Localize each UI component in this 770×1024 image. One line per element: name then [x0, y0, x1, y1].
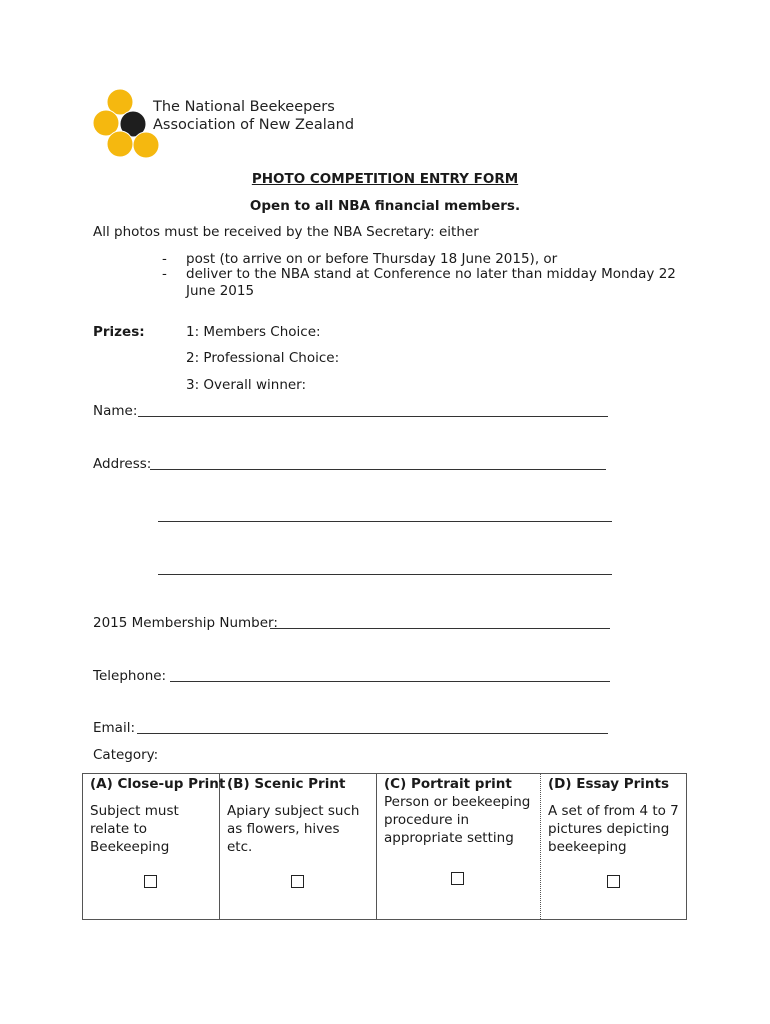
form-title: PHOTO COMPETITION ENTRY FORM — [251, 171, 519, 187]
category-c-checkbox[interactable] — [451, 872, 464, 885]
telephone-label: Telephone: — [93, 668, 167, 684]
category-b-checkbox[interactable] — [291, 875, 304, 888]
category-a-description — [90, 802, 213, 856]
category-c-desc-line2: procedure in — [384, 812, 470, 828]
category-d-desc-line2: pictures depicting — [548, 821, 670, 837]
category-d-desc-line3: beekeeping — [548, 839, 627, 855]
category-a-desc-line2: relate to — [90, 821, 148, 837]
category-b-desc-line2: as flowers, hives — [227, 821, 340, 837]
category-b-desc-line1: Apiary subject such — [227, 803, 360, 819]
category-a-checkbox[interactable] — [144, 875, 157, 888]
address-field-line-3[interactable] — [158, 574, 612, 575]
membership-field-line[interactable] — [270, 628, 610, 629]
address-label: Address: — [93, 456, 152, 472]
prize-members-choice: 1: Members Choice: — [186, 324, 321, 340]
organisation-name — [153, 98, 354, 134]
category-c-description — [384, 793, 534, 847]
category-d-title: (D) Essay Prints — [548, 776, 670, 792]
bullet-dash-2: - — [162, 266, 167, 282]
category-b-desc-line3: etc. — [227, 839, 253, 855]
address-field-line-1[interactable] — [150, 469, 606, 470]
org-name-line2: Association of New Zealand — [153, 117, 355, 133]
logo-hex-bottom-right — [133, 132, 159, 158]
name-field-line[interactable] — [138, 416, 608, 417]
prize-professional-choice: 2: Professional Choice: — [186, 350, 340, 366]
category-b-description — [227, 802, 370, 856]
logo-hex-bottom-left — [107, 131, 133, 157]
membership-label: 2015 Membership Number: — [93, 615, 278, 631]
category-b-title: (B) Scenic Print — [227, 776, 346, 792]
email-label: Email: — [93, 720, 136, 736]
category-cell-c — [377, 774, 541, 920]
name-label: Name: — [93, 403, 138, 419]
nba-honeycomb-logo — [90, 87, 162, 161]
category-c-desc-line3: appropriate setting — [384, 830, 514, 846]
category-d-checkbox[interactable] — [607, 875, 620, 888]
category-c-desc-line1: Person or beekeeping — [384, 794, 531, 810]
category-a-desc-line1: Subject must — [90, 803, 179, 819]
category-a-title: (A) Close-up Print — [90, 776, 226, 792]
org-name-line1: The National Beekeepers — [153, 99, 335, 115]
category-c-title: (C) Portrait print — [384, 776, 512, 792]
bullet-deliver-cont: June 2015 — [186, 283, 255, 299]
bullet-deliver: deliver to the NBA stand at Conference no later than midday Monday 22 — [186, 266, 676, 282]
intro-text: All photos must be received by the NBA Secretary: either — [93, 224, 479, 240]
category-label: Category: — [93, 747, 159, 763]
category-cell-a — [83, 774, 226, 920]
category-cell-d — [541, 774, 687, 920]
email-field-line[interactable] — [137, 733, 608, 734]
bullet-dash-1: - — [162, 251, 167, 267]
address-field-line-2[interactable] — [158, 521, 612, 522]
form-subtitle: Open to all NBA financial members. — [249, 198, 521, 214]
telephone-field-line[interactable] — [170, 681, 610, 682]
prizes-label: Prizes: — [93, 324, 145, 340]
category-table — [82, 773, 687, 920]
prize-overall-winner: 3: Overall winner: — [186, 377, 307, 393]
bullet-post: post (to arrive on or before Thursday 18 June 2015), or — [186, 251, 558, 267]
category-d-description — [548, 802, 680, 856]
category-d-desc-line1: A set of from 4 to 7 — [548, 803, 679, 819]
category-a-desc-line3: Beekeeping — [90, 839, 170, 855]
category-cell-b — [220, 774, 377, 920]
